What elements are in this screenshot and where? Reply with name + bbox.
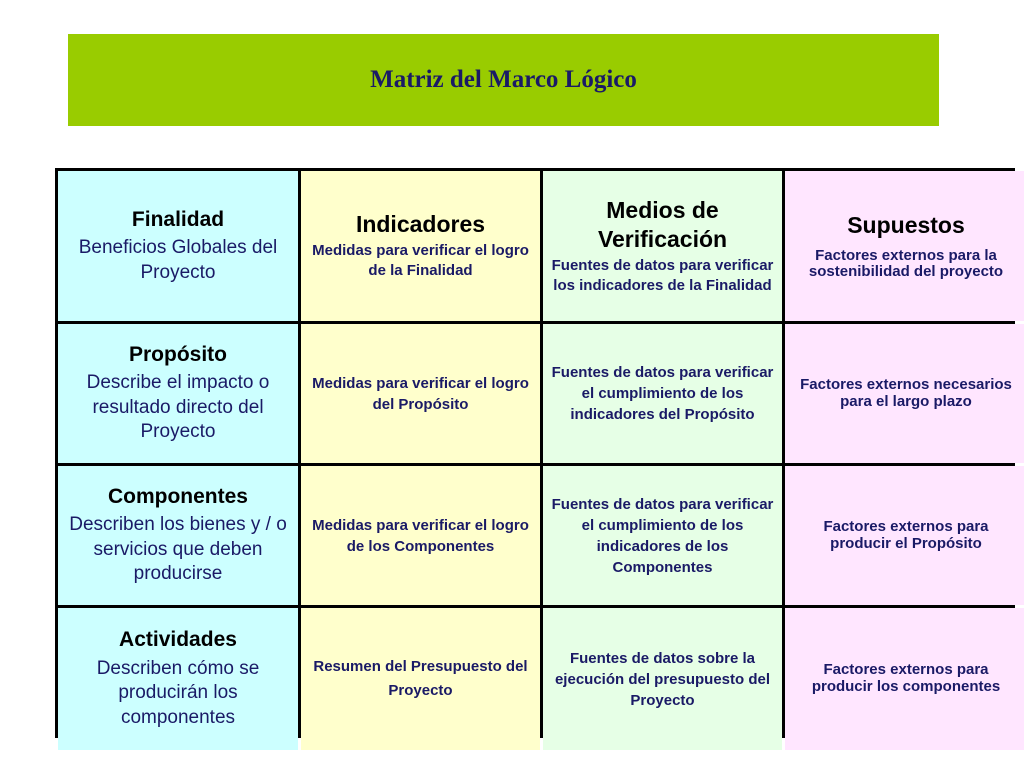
cell-componentes — [58, 466, 298, 605]
cell-componentes-indicadores — [301, 466, 540, 605]
proposito-description: Describe el impacto o resultado directo del Proyecto — [86, 372, 270, 443]
cell-proposito-supuestos — [785, 324, 1024, 463]
proposito-title: Propósito — [129, 342, 227, 366]
cell-componentes-supuestos — [785, 466, 1024, 605]
indicadores-title: Indicadores — [355, 211, 486, 238]
finalidad-title: Finalidad — [131, 207, 225, 231]
cell-actividades — [58, 608, 298, 750]
componentes-indicadores-text: Medidas para verificar el logro de los Componentes — [312, 516, 529, 555]
proposito-indicadores-text: Medidas para verificar el logro del Propósito — [312, 374, 529, 413]
finalidad-subtitle: Beneficios Globales del Proyecto — [78, 236, 278, 283]
proposito-supuestos-text: Factores externos necesarios para el largo plazo — [800, 375, 1012, 410]
componentes-medios-text: Fuentes de datos para verificar el cumplimiento de los indicadores de los Componentes — [551, 495, 774, 576]
actividades-indicadores-text: Resumen del Presupuesto del Proyecto — [313, 658, 528, 699]
cell-actividades-supuestos — [785, 608, 1024, 750]
cell-indicadores-header — [301, 171, 540, 321]
cell-componentes-medios — [543, 466, 782, 605]
actividades-title: Actividades — [119, 628, 237, 652]
title-banner — [68, 34, 939, 126]
supuestos-title: Supuestos — [847, 211, 965, 238]
cell-proposito-medios — [543, 324, 782, 463]
medios-title: Medios de Verificación — [597, 197, 728, 252]
cell-actividades-medios — [543, 608, 782, 750]
cell-medios-header — [543, 171, 782, 321]
componentes-title: Componentes — [107, 484, 248, 508]
page-title: Matriz del Marco Lógico — [370, 66, 637, 93]
logical-framework-matrix — [55, 168, 1015, 738]
actividades-supuestos-text: Factores externos para producir los componentes — [811, 661, 1001, 695]
cell-finalidad — [58, 171, 298, 321]
cell-actividades-indicadores — [301, 608, 540, 750]
componentes-description: Describen los bienes y / o servicios que deben producirse — [69, 514, 287, 585]
componentes-supuestos-text: Factores externos para producir el Propósito — [823, 517, 989, 552]
medios-subtitle: Fuentes de datos para verificar los indicadores de la Finalidad — [551, 256, 774, 294]
proposito-medios-text: Fuentes de datos para verificar el cumplimiento de los indicadores del Propósito — [551, 364, 774, 423]
supuestos-subtitle: Factores externos para la sostenibilidad del proyecto — [808, 246, 1004, 281]
indicadores-subtitle: Medidas para verificar el logro de la Finalidad — [312, 242, 529, 280]
cell-supuestos-header — [785, 171, 1024, 321]
cell-proposito — [58, 324, 298, 463]
cell-proposito-indicadores — [301, 324, 540, 463]
actividades-description: Describen cómo se producirán los componentes — [96, 657, 260, 728]
actividades-medios-text: Fuentes de datos sobre la ejecución del presupuesto del Proyecto — [554, 649, 771, 709]
